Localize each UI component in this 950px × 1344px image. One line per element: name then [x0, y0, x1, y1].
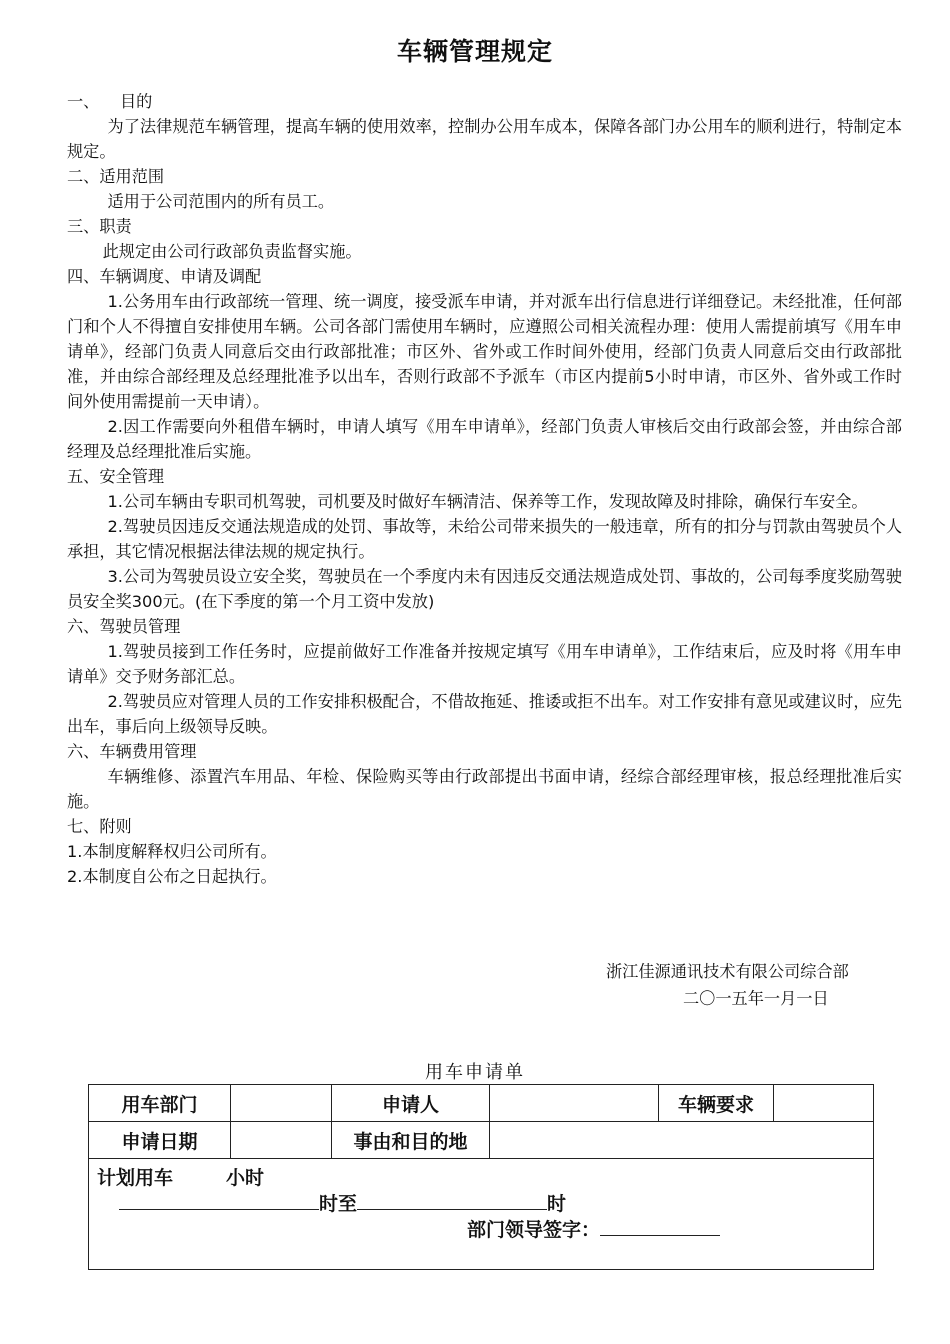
list-item: 2.本制度自公布之日起执行。 [67, 867, 277, 886]
section-paragraph: 1.驾驶员接到工作任务时，应提前做好工作准备并按规定填写《用车申请单》，工作结束后，应及时将《用车申请单》交予财务部汇总。 [67, 642, 902, 686]
section-paragraph: 为了法律规范车辆管理，提高车辆的使用效率，控制办公用车成本，保障各部门办公用车的顺利进行，特制定本规定。 [67, 117, 902, 161]
section-heading: 五、安全管理 [67, 467, 165, 486]
vehicle-requirement-label: 车辆要求 [659, 1085, 774, 1122]
end-time-blank[interactable] [357, 1189, 547, 1210]
application-date-label: 申请日期 [89, 1122, 231, 1159]
form-row [89, 1122, 874, 1159]
regulation-body [67, 89, 902, 889]
section-heading: 七、附则 [67, 817, 132, 836]
signature-blank[interactable] [600, 1215, 720, 1236]
section-paragraph: 2.驾驶员应对管理人员的工作安排积极配合，不借故拖延、推诿或拒不出车。对工作安排有意见或建议时，应先出车，事后向上级领导反映。 [67, 692, 902, 736]
section-heading: 六、车辆费用管理 [67, 742, 197, 761]
section-paragraph: 1.公司车辆由专职司机驾驶，司机要及时做好车辆清洁、保养等工作，发现故障及时排除，确保行车安全。 [107, 492, 868, 511]
start-time-blank[interactable] [119, 1189, 319, 1210]
planned-use-cell[interactable] [89, 1159, 874, 1270]
form-row [89, 1085, 874, 1122]
issuing-organization: 浙江佳源通讯技术有限公司综合部 [606, 962, 849, 981]
section-heading: 二、适用范围 [67, 167, 165, 186]
section-heading: 一、 目的 [67, 92, 153, 111]
signature-line [467, 1215, 720, 1242]
hours-label: 小时 [225, 1167, 264, 1189]
section-paragraph: 3.公司为驾驶员设立安全奖，驾驶员在一个季度内未有因违反交通法规造成处罚、事故的，公司每季度奖励驾驶员安全奖300元。(在下季度的第一个月工资中发放) [67, 567, 902, 611]
dept-field[interactable] [231, 1085, 332, 1122]
section-paragraph: 车辆维修、添置汽车用品、年检、保险购买等由行政部提出书面申请，经综合部经理审核，报总经理批准后实施。 [67, 767, 902, 811]
time-end-label: 时 [547, 1193, 567, 1215]
planned-use-label: 计划用车 [97, 1167, 174, 1189]
purpose-destination-field[interactable] [490, 1122, 874, 1159]
section-heading: 六、驾驶员管理 [67, 617, 181, 636]
list-item: 1.本制度解释权归公司所有。 [67, 842, 277, 861]
document-title: 车辆管理规定 [396, 37, 553, 66]
time-range-line [119, 1189, 566, 1216]
form-row [89, 1159, 874, 1270]
section-heading: 三、职责 [67, 217, 132, 236]
applicant-field[interactable] [490, 1085, 659, 1122]
purpose-destination-label: 事由和目的地 [332, 1122, 490, 1159]
section-paragraph: 1.公务用车由行政部统一管理、统一调度，接受派车申请，并对派车出行信息进行详细登记。未经批准，任何部门和个人不得擅自安排使用车辆。公司各部门需使用车辆时，应遵照公司相关流程办理：使用人需提前填写《用车申请单》，经部门负责人同意后交由行政部批准；市区外、省外或工作时间外使用，经部门负责人同意后交由行政部批准，并由综合部经理及总经理批准予以出车，否则行政部不予派车（市区内提前5小时申请，市区外、省外或工作时间外使用需提前一天申请）。 [67, 292, 902, 411]
signature-label: 部门领导签字： [467, 1219, 601, 1241]
section-paragraph: 此规定由公司行政部负责监督实施。 [102, 242, 362, 261]
section-paragraph: 适用于公司范围内的所有员工。 [107, 192, 335, 211]
planned-use-line [97, 1163, 264, 1190]
section-paragraph: 2.驾驶员因违反交通法规造成的处罚、事故等，未给公司带来损失的一般违章，所有的扣分与罚款由驾驶员个人承担，其它情况根据法律法规的规定执行。 [67, 517, 902, 561]
application-date-field[interactable] [231, 1122, 332, 1159]
section-heading: 四、车辆调度、申请及调配 [67, 267, 262, 286]
form-title: 用车申请单 [425, 1062, 525, 1083]
issue-date: 二〇一五年一月一日 [683, 989, 829, 1008]
dept-label: 用车部门 [89, 1085, 231, 1122]
time-to-label: 时至 [319, 1193, 358, 1215]
vehicle-request-form [88, 1084, 874, 1270]
applicant-label: 申请人 [332, 1085, 490, 1122]
section-paragraph: 2.因工作需要向外租借车辆时，申请人填写《用车申请单》，经部门负责人审核后交由行政部会签，并由综合部经理及总经理批准后实施。 [67, 417, 902, 461]
vehicle-requirement-field[interactable] [774, 1085, 874, 1122]
